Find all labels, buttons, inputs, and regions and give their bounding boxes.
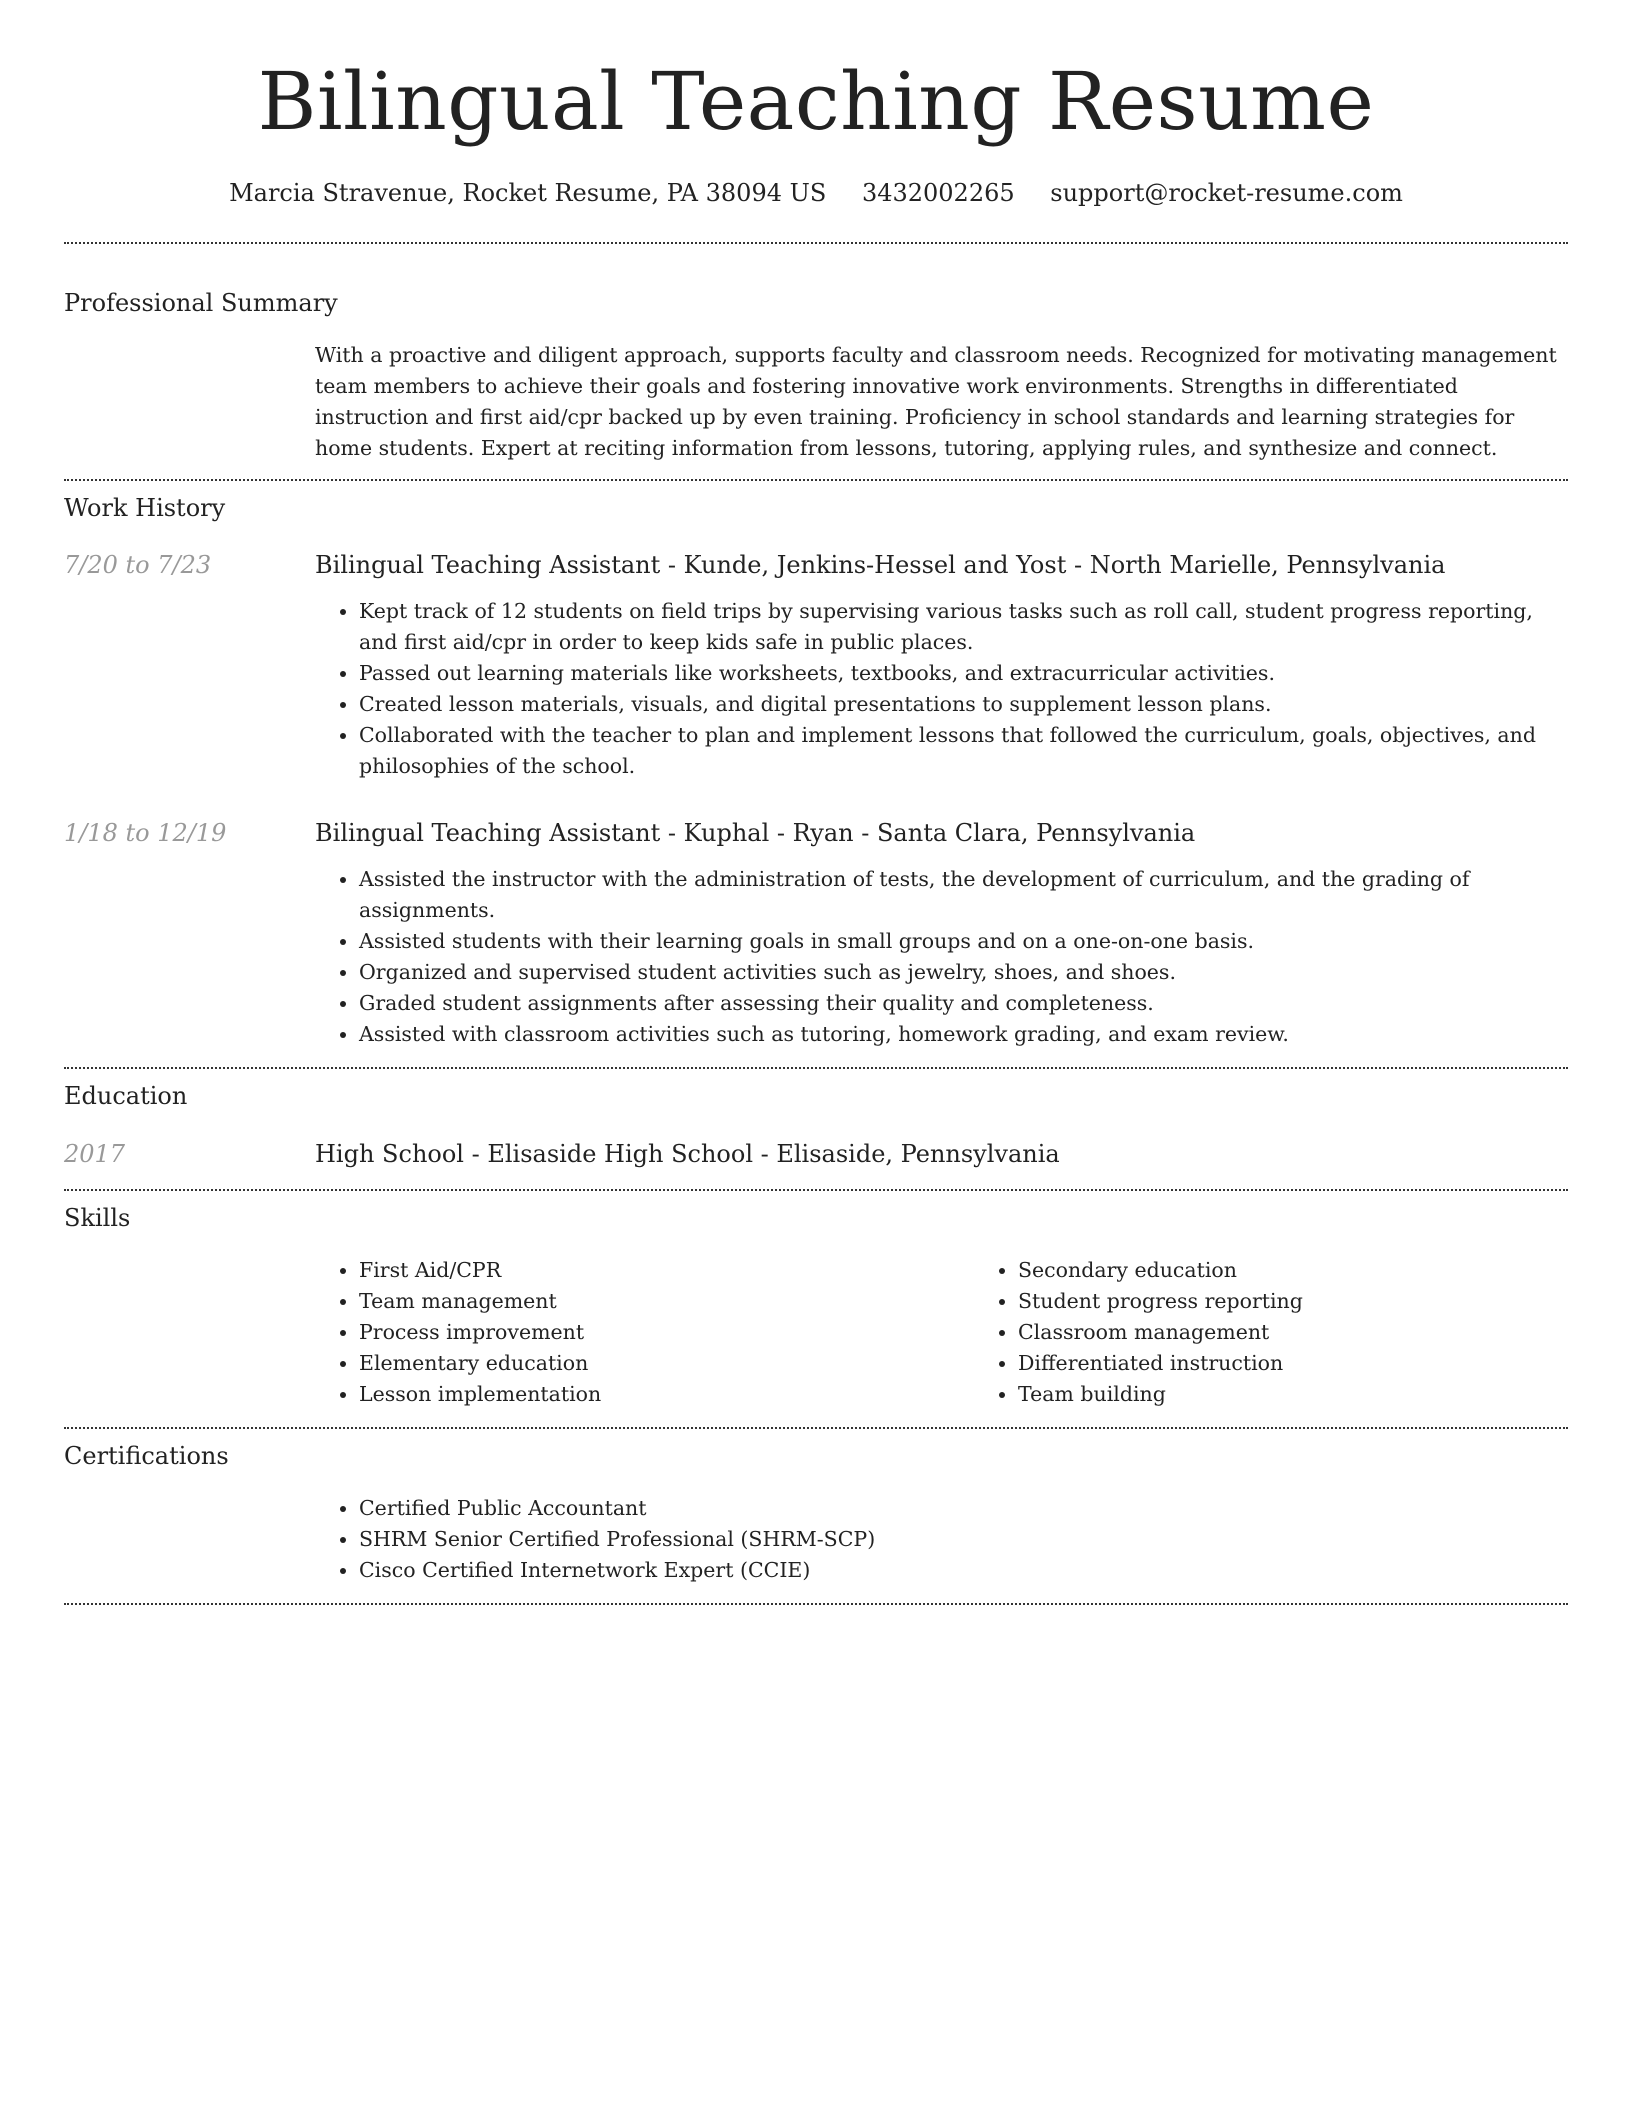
section-heading-certifications: Certifications bbox=[64, 1442, 229, 1470]
job-entry bbox=[64, 818, 1568, 1050]
education-title: High School - Elisaside High School - Elisaside, Pennsylvania bbox=[315, 1140, 1060, 1168]
job-title: Bilingual Teaching Assistant - Kuphal - Ryan - Santa Clara, Pennsylvania bbox=[315, 819, 1196, 847]
job-bullets bbox=[315, 596, 1568, 782]
education-year: 2017 bbox=[64, 1140, 126, 1168]
job-bullet: • Organized and supervised student activities such as jewelry, shoes, and shoes. bbox=[359, 957, 1568, 988]
skills-list-left bbox=[315, 1255, 974, 1410]
skill-item: • Lesson implementation bbox=[359, 1379, 974, 1410]
skill-item: • Differentiated instruction bbox=[1018, 1348, 1632, 1379]
skills-section bbox=[64, 1203, 1568, 1410]
job-entry bbox=[64, 550, 1568, 782]
skill-item: • Student progress reporting bbox=[1018, 1286, 1632, 1317]
skills-list-right bbox=[974, 1255, 1632, 1410]
contact-address: Marcia Stravenue, Rocket Resume, PA 38094 US bbox=[229, 179, 827, 207]
job-bullet: • Graded student assignments after assessing their quality and completeness. bbox=[359, 988, 1568, 1019]
certification-item: • Cisco Certified Internetwork Expert (CCIE) bbox=[359, 1555, 1568, 1586]
certification-item: • Certified Public Accountant bbox=[359, 1493, 1568, 1524]
job-bullet: • Collaborated with the teacher to plan and implement lessons that followed the curriculum, goals, objectives, and philosophies of the school. bbox=[359, 720, 1568, 782]
job-bullet: • Created lesson materials, visuals, and digital presentations to supplement lesson plans. bbox=[359, 689, 1568, 720]
summary-text: With a proactive and diligent approach, supports faculty and classroom needs. Recognized for motivating management team members to achieve their goals and fostering innovative work environments. Strengths in differentiated instruction and first aid/cpr backed up by even training. Proficiency in school standards and learning strategies for home students. Expert at reciting information from lessons, tutoring, applying rules, and synthesize and connect. bbox=[315, 343, 1557, 460]
resume-page bbox=[64, 0, 1568, 1605]
resume-title: Bilingual Teaching Resume bbox=[257, 55, 1375, 148]
certifications-section bbox=[64, 1441, 1568, 1586]
job-dates: 1/18 to 12/19 bbox=[64, 819, 227, 847]
section-heading-work: Work History bbox=[64, 494, 226, 522]
skill-item: • Team management bbox=[359, 1286, 974, 1317]
section-heading-summary: Professional Summary bbox=[64, 289, 338, 317]
skill-item: • Elementary education bbox=[359, 1348, 974, 1379]
job-dates: 7/20 to 7/23 bbox=[64, 551, 212, 579]
divider bbox=[64, 242, 1568, 244]
skill-item: • First Aid/CPR bbox=[359, 1255, 974, 1286]
divider bbox=[64, 1603, 1568, 1605]
education-entry bbox=[64, 1139, 1568, 1169]
certifications-list bbox=[315, 1493, 1568, 1586]
job-bullet: • Assisted with classroom activities such as tutoring, homework grading, and exam review. bbox=[359, 1019, 1568, 1050]
contact-line bbox=[64, 178, 1568, 208]
contact-phone: 3432002265 bbox=[861, 179, 1015, 207]
job-bullet: • Passed out learning materials like worksheets, textbooks, and extracurricular activities. bbox=[359, 658, 1568, 689]
job-bullet: • Kept track of 12 students on field trips by supervising various tasks such as roll call, student progress reporting, and first aid/cpr in order to keep kids safe in public places. bbox=[359, 596, 1568, 658]
section-heading-education: Education bbox=[64, 1082, 188, 1110]
contact-email: support@rocket-resume.com bbox=[1050, 179, 1403, 207]
divider bbox=[64, 1189, 1568, 1191]
certification-item: • SHRM Senior Certified Professional (SHRM-SCP) bbox=[359, 1524, 1568, 1555]
divider bbox=[64, 1427, 1568, 1429]
summary-section bbox=[64, 288, 1568, 464]
skill-item: • Team building bbox=[1018, 1379, 1632, 1410]
job-bullets bbox=[315, 864, 1568, 1050]
job-bullet: • Assisted students with their learning goals in small groups and on a one-on-one basis. bbox=[359, 926, 1568, 957]
section-heading-skills: Skills bbox=[64, 1204, 131, 1232]
job-bullet: • Assisted the instructor with the administration of tests, the development of curriculum, and the grading of assignments. bbox=[359, 864, 1568, 926]
skill-item: • Classroom management bbox=[1018, 1317, 1632, 1348]
work-section bbox=[64, 493, 1568, 1050]
skill-item: • Process improvement bbox=[359, 1317, 974, 1348]
education-section bbox=[64, 1081, 1568, 1169]
skill-item: • Secondary education bbox=[1018, 1255, 1632, 1286]
divider bbox=[64, 1067, 1568, 1069]
job-title: Bilingual Teaching Assistant - Kunde, Jenkins-Hessel and Yost - North Marielle, Pennsylvania bbox=[315, 551, 1446, 579]
divider bbox=[64, 479, 1568, 481]
